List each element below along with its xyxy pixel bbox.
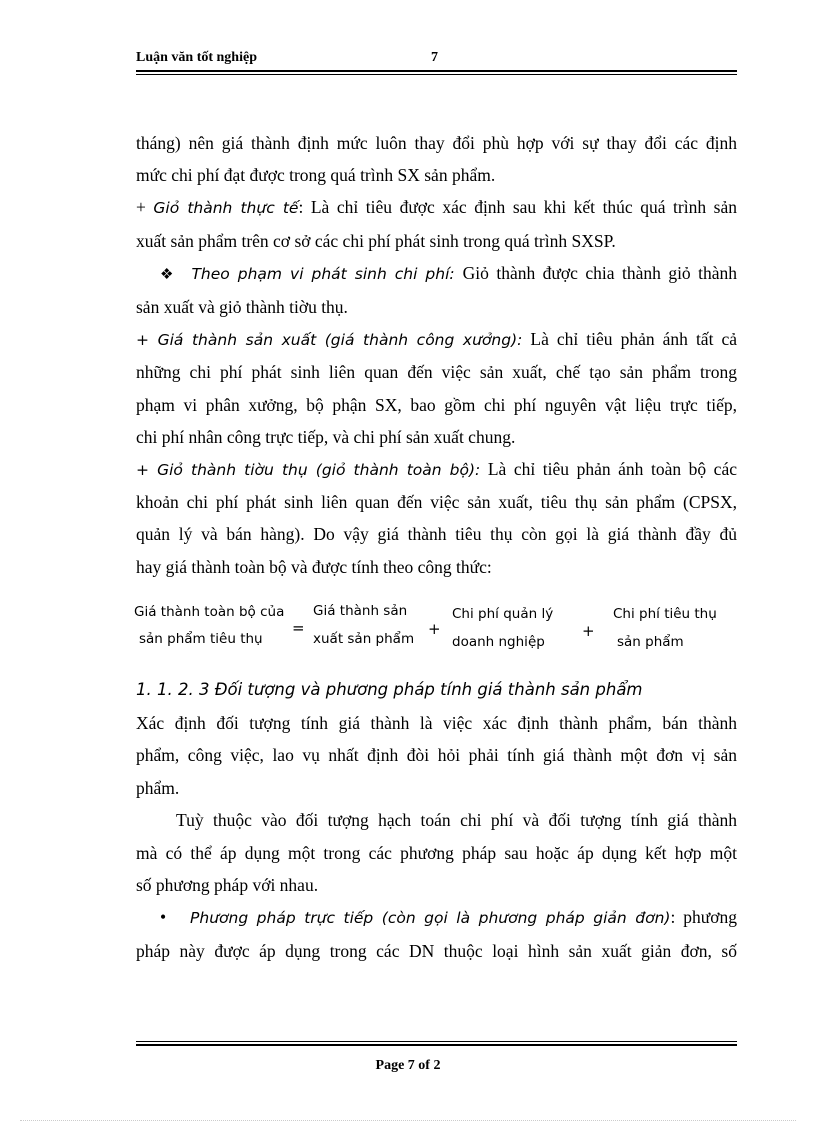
text-line: mức chi phí đạt được trong quá trình SX sản phẩm. [136,165,496,186]
formula-term-selling: Chi phí tiêu thụ [613,606,717,622]
formula-plus-1: + [428,620,441,638]
body-text [136,127,737,583]
text-line: hay giá thành toàn bộ và được tính theo công thức: [136,556,492,577]
formula-term-total-cost: Giá thành toàn bộ của [134,604,285,620]
term-actual-cost: Giỏ thành thực tế [153,199,299,218]
round-bullet-icon: • [160,907,167,928]
footer-rule-thick [136,1044,737,1046]
text-line: sản xuất và giỏ thành tiờu thụ. [136,297,348,318]
term-direct-method: Phương pháp trực tiếp (còn gọi là phương pháp giản đơn) [190,909,671,928]
text-line: Tuỳ thuộc vào đối tượng hạch toán chi phí và đối tượng tính giá thành [176,810,737,831]
text-line: ❖ Theo phạm vi phát sinh chi phí: Giỏ thành được chia thành giỏ thành [160,262,738,283]
header-title: Luận văn tốt nghiệp [136,50,257,65]
formula-term-management: Chi phí quản lý [452,606,554,622]
body-text-2 [136,707,737,967]
header-rule-thick [136,70,737,72]
term-production-cost: + Giá thành sản xuất (giá thành công xưởng): [136,331,523,350]
formula-equals: = [292,619,305,637]
term-scope: Theo phạm vi phát sinh chi phí: [191,264,463,283]
text-line: quản lý và bán hàng). Do vậy giá thành tiêu thụ còn gọi là giá thành đầy đủ [136,524,737,545]
text-line: những chi phí phát sinh liên quan đến việc sản xuất, chế tạo sản phẩm trong [136,362,737,383]
text-line: phẩm. [136,777,180,798]
text-line: + Giỏ thành tiờu thụ (giỏ thành toàn bộ): Là chỉ tiêu phản ánh toàn bộ các [136,459,737,480]
text-line: • Phương pháp trực tiếp (còn gọi là phương pháp giản đơn): phương [160,907,737,928]
formula-plus-2: + [582,622,595,640]
term-consumption-cost: + Giỏ thành tiờu thụ (giỏ thành toàn bộ): [136,461,481,480]
text-line: + Giá thành sản xuất (giá thành công xưởng): Là chỉ tiêu phản ánh tất cả [136,329,738,350]
section-heading: 1. 1. 2. 3 Đối tượng và phương pháp tính giá thành sản phẩm [136,680,643,699]
header-rule-thin [136,74,737,75]
text-line: Xác định đối tượng tính giá thành là việc xác định thành phẩm, bán thành [136,713,737,733]
text-line: mà có thể áp dụng một trong các phương pháp sau hoặc áp dụng kết hợp một [136,842,737,863]
text-line: phạm vi phân xưởng, bộ phận SX, bao gồm chi phí nguyên vật liệu trực tiếp, [136,394,737,415]
formula-term-production: Giá thành sản [313,603,408,619]
formula-term-production-2: xuất sản phẩm [313,631,415,647]
page-edge-divider [20,1120,796,1121]
header-page-number: 7 [431,50,438,65]
text-line: tháng) nên giá thành định mức luôn thay đổi phù hợp với sự thay đổi các định [136,133,737,153]
text-line: + Giỏ thành thực tế: Là chỉ tiêu được xác định sau khi kết thúc quá trình sản [136,197,737,218]
text-line: chi phí nhân công trực tiếp, và chi phí sản xuất chung. [136,426,516,447]
text-line: phẩm, công việc, lao vụ nhất định đòi hỏi phải tính giá thành một đơn vị sản [136,745,737,766]
footer-rule-thin [136,1041,737,1042]
text-line: số phương pháp với nhau. [136,875,319,896]
formula-term-total-cost-2: sản phẩm tiêu thụ [139,631,263,647]
text-line: pháp này được áp dụng trong các DN thuộc loại hình sản xuất giản đơn, số [136,940,737,961]
text-line: xuất sản phẩm trên cơ sở các chi phí phát sinh trong quá trình SXSP. [136,230,616,251]
text-line: khoản chi phí phát sinh liên quan đến việc sản xuất, tiêu thụ sản phẩm (CPSX, [136,492,737,513]
diamond-bullet-icon: ❖ [160,266,177,283]
formula-term-management-2: doanh nghiệp [452,634,545,650]
footer-page-label: Page 7 of 2 [375,1058,441,1073]
formula-term-selling-2: sản phẩm [617,634,684,650]
